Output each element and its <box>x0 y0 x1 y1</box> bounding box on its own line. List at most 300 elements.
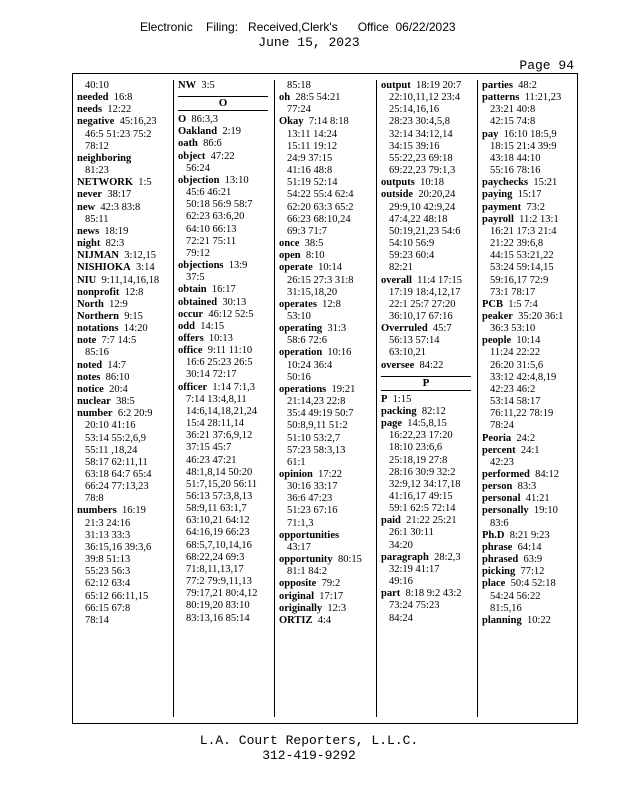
index-entry <box>381 299 477 311</box>
page-line-refs: 55:16 78:16 <box>490 165 541 177</box>
index-entry <box>482 445 579 457</box>
index-entry <box>77 542 173 554</box>
index-entry <box>482 408 579 420</box>
index-term: place <box>482 578 506 590</box>
page-line-refs: 12:9 <box>109 298 128 310</box>
page-line-refs: 56:13 57:14 <box>389 335 440 347</box>
page-line-refs: 58:9,11 63:1,7 <box>186 503 247 515</box>
index-entry <box>178 80 274 92</box>
index-entry <box>482 214 579 226</box>
index-term: part <box>381 588 401 600</box>
index-entry <box>178 527 274 539</box>
page-line-refs: 35:4 49:19 50:7 <box>287 408 354 420</box>
page-line-refs: 36:6 47:23 <box>287 493 333 505</box>
index-entry <box>178 600 274 612</box>
index-term: parties <box>482 80 513 91</box>
page-line-refs: 54:22 55:4 62:4 <box>287 189 354 201</box>
page-line-refs: 30:13 <box>222 296 247 308</box>
page-line-refs: 34:15 39:16 <box>389 140 440 152</box>
index-frame <box>72 73 578 724</box>
index-term: NISHIOKA <box>77 262 131 274</box>
page-line-refs: 42:15 74:8 <box>490 116 536 128</box>
section-letter: O <box>178 96 268 111</box>
index-entry <box>381 347 477 359</box>
page-line-refs: 12:8 <box>124 286 144 298</box>
index-entry <box>279 104 376 116</box>
index-entry <box>279 177 376 189</box>
index-term: new <box>77 201 96 213</box>
index-entry <box>178 321 274 333</box>
index-term: objections <box>178 260 224 272</box>
page-line-refs: 38:5 <box>116 396 135 408</box>
page-line-refs: 36:3 53:10 <box>490 323 536 335</box>
page-line-refs: 24:9 37:15 <box>287 152 333 164</box>
index-entry <box>279 250 376 262</box>
index-column-3 <box>274 80 376 717</box>
page-line-refs: 85:16 <box>85 347 109 359</box>
page-line-refs: 50:19,21,23 54:6 <box>389 225 461 237</box>
index-term: payment <box>482 201 522 213</box>
index-entry <box>482 153 579 165</box>
index-entry <box>279 518 376 530</box>
page-line-refs: 10:22 <box>526 614 551 626</box>
index-entry <box>178 406 274 418</box>
page-line-refs: 36:15,16 39:3,6 <box>85 541 152 553</box>
index-entry <box>279 566 376 578</box>
index-term: paychecks <box>482 177 529 189</box>
index-entry <box>178 199 274 211</box>
index-entry <box>178 284 274 296</box>
index-entry <box>381 527 477 539</box>
index-entry <box>178 224 274 236</box>
index-term: once <box>279 238 300 250</box>
index-entry <box>279 408 376 420</box>
page-line-refs: 55:23 56:3 <box>85 566 131 578</box>
index-entry <box>482 116 579 128</box>
page-line-refs: 17:22 <box>318 469 343 480</box>
transcript-date: June 15, 2023 <box>258 35 360 50</box>
index-term: needs <box>77 104 103 116</box>
index-term: Okay <box>279 116 304 128</box>
page-line-refs: 53:10 <box>287 310 311 322</box>
index-entry <box>482 129 579 141</box>
index-term: personal <box>482 493 521 505</box>
index-entry <box>482 481 579 493</box>
page-line-refs: 20:4 <box>109 383 128 395</box>
index-entry <box>482 335 579 347</box>
index-term: opinion <box>279 469 313 480</box>
index-entry <box>178 418 274 430</box>
index-entry <box>279 578 376 590</box>
index-term: payroll <box>482 213 514 225</box>
page-line-refs: 20:10 41:16 <box>85 420 136 432</box>
index-entry <box>178 455 274 467</box>
index-entry <box>279 238 376 250</box>
index-term: NW <box>178 80 197 91</box>
page-line-refs: 25:14,16,16 <box>389 104 440 116</box>
page-line-refs: 17:19 18:4,12,17 <box>389 286 461 298</box>
page-line-refs: 66:23 68:10,24 <box>287 213 351 225</box>
index-entry <box>482 505 579 517</box>
page-line-refs: 58:6 72:6 <box>287 335 327 347</box>
page-line-refs: 62:20 63:3 65:2 <box>287 201 354 213</box>
index-entry <box>279 311 376 323</box>
page-line-refs: 10:18 <box>420 177 445 189</box>
index-term: numbers <box>77 505 117 517</box>
index-entry <box>178 382 274 394</box>
index-entry <box>482 493 579 505</box>
index-entry <box>178 248 274 260</box>
index-term: North <box>77 298 104 310</box>
index-entry <box>178 540 274 552</box>
index-entry <box>381 116 477 128</box>
index-entry <box>279 262 376 274</box>
page-line-refs: 19:10 <box>533 505 558 517</box>
index-entry <box>77 323 173 335</box>
page-line-refs: 26:1 30:11 <box>389 527 434 539</box>
index-entry <box>178 503 274 515</box>
index-entry <box>279 591 376 603</box>
page-line-refs: 59:1 62:5 72:14 <box>389 503 456 515</box>
index-term: notice <box>77 383 104 395</box>
page-line-refs: 14:6,14,18,21,24 <box>186 405 258 417</box>
index-entry <box>482 311 579 323</box>
page-line-refs: 63:18 64:7 65:4 <box>85 469 152 480</box>
index-term: office <box>178 345 203 357</box>
index-entry <box>279 335 376 347</box>
index-entry <box>77 238 173 250</box>
page-line-refs: 14:15 <box>200 320 225 332</box>
page-line-refs: 22:10,11,12 23:4 <box>389 92 461 104</box>
index-entry <box>381 430 477 442</box>
index-entry <box>381 287 477 299</box>
index-entry <box>77 299 173 311</box>
page-line-refs: 14:5,8,15 <box>407 418 447 430</box>
index-entry <box>482 226 579 238</box>
page-line-refs: 71:1,3 <box>287 517 314 529</box>
page-line-refs: 50:4 52:18 <box>510 578 556 590</box>
index-entry <box>178 297 274 309</box>
index-entry <box>482 554 579 566</box>
page-line-refs: 63:9 <box>523 554 543 566</box>
index-term: pay <box>482 128 499 140</box>
index-entry <box>381 129 477 141</box>
page-line-refs: 53:14 55:2,6,9 <box>85 432 146 444</box>
index-entry <box>77 250 173 262</box>
page-line-refs: 83:6 <box>490 517 509 529</box>
index-term: paying <box>482 189 513 201</box>
index-entry <box>381 80 477 92</box>
page-line-refs: 10:24 36:4 <box>287 359 333 371</box>
index-entry <box>482 384 579 396</box>
index-entry <box>482 202 579 214</box>
index-entry <box>178 175 274 187</box>
index-entry <box>77 287 173 299</box>
index-term: objection <box>178 174 220 186</box>
index-entry <box>279 505 376 517</box>
page-line-refs: 8:10 <box>305 250 325 262</box>
page-line-refs: 76:11,22 78:19 <box>490 408 554 420</box>
page-line-refs: 29:9,10 42:9,24 <box>389 201 456 213</box>
index-term: operate <box>279 262 313 274</box>
index-term: Northern <box>77 310 119 322</box>
page-line-refs: 32:14 34:12,14 <box>389 128 453 140</box>
index-term: outputs <box>381 177 415 189</box>
page-line-refs: 51:7,15,20 56:11 <box>186 478 258 490</box>
index-entry <box>77 505 173 517</box>
page-number: Page 94 <box>519 58 574 73</box>
index-entry <box>482 275 579 287</box>
index-entry <box>77 615 173 627</box>
index-entry <box>381 613 477 625</box>
page-line-refs: 77:12 <box>520 566 545 578</box>
index-term: negative <box>77 116 115 128</box>
page-line-refs: 26:20 31:5,6 <box>490 359 544 371</box>
index-term: notes <box>77 371 101 383</box>
index-entry <box>178 442 274 454</box>
index-entry <box>279 80 376 92</box>
index-entry <box>482 80 579 92</box>
index-entry <box>178 163 274 175</box>
page-line-refs: 79:12 <box>186 247 210 259</box>
index-term: performed <box>482 469 530 480</box>
page-line-refs: 1:5 <box>138 177 152 189</box>
index-entry <box>77 335 173 347</box>
page-line-refs: 50:18 56:9 58:7 <box>186 199 253 211</box>
page-line-refs: 28:5 54:21 <box>295 92 341 104</box>
index-entry <box>279 554 376 566</box>
page-line-refs: 21:3 24:16 <box>85 517 131 529</box>
page-line-refs: 7:14 13:4,8,11 <box>186 393 247 405</box>
index-entry <box>279 530 376 542</box>
page-line-refs: 45:7 <box>432 323 452 335</box>
index-entry <box>482 591 579 603</box>
page-line-refs: 16:10 18:5,9 <box>503 128 557 140</box>
index-entry <box>279 226 376 238</box>
page-line-refs: 42:23 <box>490 456 514 468</box>
page-line-refs: 73:2 <box>526 201 546 213</box>
index-entry <box>482 141 579 153</box>
page-line-refs: 11:2 13:1 <box>519 213 559 225</box>
index-term: object <box>178 150 206 162</box>
index-entry <box>482 238 579 250</box>
index-entry <box>77 469 173 481</box>
index-term: people <box>482 335 512 347</box>
index-entry <box>178 211 274 223</box>
index-entry <box>77 554 173 566</box>
page-line-refs: 45:6 46:21 <box>186 187 232 199</box>
index-entry <box>381 455 477 467</box>
index-term: nuclear <box>77 396 111 408</box>
page-line-refs: 64:14 <box>517 541 542 553</box>
page-line-refs: 41:21 <box>525 493 550 505</box>
page-line-refs: 14:7 <box>107 359 127 371</box>
index-term: packing <box>381 405 417 417</box>
index-entry <box>482 433 579 445</box>
index-entry <box>279 469 376 481</box>
page-line-refs: 81:23 <box>85 165 109 177</box>
page-line-refs: 57:23 58:3,13 <box>287 444 346 456</box>
page-line-refs: 10:16 <box>327 347 352 359</box>
page-line-refs: 31:3 <box>327 323 347 335</box>
index-entry <box>381 503 477 515</box>
page-line-refs: 38:17 <box>107 189 132 201</box>
index-entry <box>381 600 477 612</box>
page-line-refs: 15:21 <box>533 177 558 189</box>
index-column-1 <box>73 80 173 717</box>
index-entry <box>77 202 173 214</box>
page-line-refs: 78:8 <box>85 493 104 505</box>
page-line-refs: 68:5,7,10,14,16 <box>186 539 252 551</box>
page-line-refs: 9:15 <box>124 310 143 322</box>
page-line-refs: 63:10,21 <box>389 347 427 359</box>
page-line-refs: 83:13,16 85:14 <box>186 612 250 624</box>
index-term: phrase <box>482 541 513 553</box>
page-line-refs: 43:18 44:10 <box>490 152 541 164</box>
index-entry <box>381 394 477 406</box>
index-term: oath <box>178 138 198 150</box>
index-entry <box>279 396 376 408</box>
index-term: patterns <box>482 92 520 104</box>
index-term: NETWORK <box>77 177 134 189</box>
index-term: original <box>279 590 315 602</box>
index-entry <box>178 138 274 150</box>
index-entry <box>279 189 376 201</box>
index-term: paragraph <box>381 551 429 563</box>
index-entry <box>77 80 173 92</box>
page-line-refs: 8:18 9:2 43:2 <box>405 588 462 600</box>
index-term: personally <box>482 505 529 517</box>
page-line-refs: 51:10 53:2,7 <box>287 432 341 444</box>
index-entry <box>178 552 274 564</box>
page-line-refs: 80:15 <box>337 554 362 566</box>
page-line-refs: 59:23 60:4 <box>389 250 435 262</box>
index-term: operates <box>279 298 317 310</box>
index-entry <box>482 323 579 335</box>
index-term: outside <box>381 189 414 201</box>
index-entry <box>482 530 579 542</box>
page-line-refs: 46:23 47:21 <box>186 454 237 466</box>
index-term: occur <box>178 308 204 320</box>
index-term: NIJMAN <box>77 250 119 262</box>
index-entry <box>482 542 579 554</box>
index-term: originally <box>279 602 323 614</box>
index-entry <box>77 165 173 177</box>
page-line-refs: 82:3 <box>105 238 125 250</box>
index-entry <box>279 129 376 141</box>
page-line-refs: 32:19 41:17 <box>389 563 440 575</box>
page-line-refs: 17:17 <box>319 590 344 602</box>
index-entry <box>381 406 477 418</box>
index-term: oh <box>279 92 291 104</box>
index-term: page <box>381 418 402 430</box>
page-line-refs: 86:10 <box>105 371 130 383</box>
index-term: planning <box>482 614 522 626</box>
index-term: notations <box>77 323 119 335</box>
index-entry <box>77 92 173 104</box>
index-entry <box>279 433 376 445</box>
page-line-refs: 30:14 72:17 <box>186 369 237 381</box>
index-entry <box>381 189 477 201</box>
page-line-refs: 35:20 36:1 <box>518 310 564 322</box>
index-entry <box>381 335 477 347</box>
page-line-refs: 30:16 33:17 <box>287 481 338 493</box>
page-line-refs: 28:16 30:9 32:2 <box>389 466 456 478</box>
index-term: person <box>482 481 513 493</box>
index-entry <box>381 564 477 576</box>
page-line-refs: 21:22 39:6,8 <box>490 238 544 250</box>
index-entry <box>482 189 579 201</box>
page-line-refs: 8:21 9:23 <box>509 529 550 541</box>
index-term: news <box>77 225 100 237</box>
page-line-refs: 36:21 37:6,9,12 <box>186 430 253 442</box>
page-line-refs: 47:4,22 48:18 <box>389 213 448 225</box>
index-entry <box>381 226 477 238</box>
index-entry <box>178 491 274 503</box>
index-term: opportunities <box>279 529 340 541</box>
page-line-refs: 86:6 <box>203 138 222 150</box>
index-entry <box>77 311 173 323</box>
index-entry <box>482 177 579 189</box>
page-line-refs: 84:22 <box>419 359 444 371</box>
page-line-refs: 79:17,21 80:4,12 <box>186 588 258 600</box>
page-line-refs: 54:10 56:9 <box>389 238 435 250</box>
index-entry <box>279 165 376 177</box>
index-entry <box>178 467 274 479</box>
index-entry <box>482 92 579 104</box>
index-entry <box>381 202 477 214</box>
page-line-refs: 50:16 <box>287 371 311 383</box>
index-entry <box>381 491 477 503</box>
page-line-refs: 82:21 <box>389 262 413 274</box>
index-entry <box>77 408 173 420</box>
page-line-refs: 68:22,24 69:3 <box>186 551 245 563</box>
index-term: P <box>381 393 388 405</box>
page-line-refs: 54:24 56:22 <box>490 590 541 602</box>
index-term: odd <box>178 320 195 332</box>
index-term: overall <box>381 274 412 286</box>
page-line-refs: 64:16,19 66:23 <box>186 527 250 539</box>
index-entry <box>381 479 477 491</box>
page-line-refs: 69:3 71:7 <box>287 225 327 237</box>
index-entry <box>77 177 173 189</box>
index-entry <box>178 236 274 248</box>
page-line-refs: 66:15 67:8 <box>85 602 131 614</box>
index-entry <box>77 372 173 384</box>
index-entry <box>77 493 173 505</box>
index-entry <box>381 442 477 454</box>
index-entry <box>482 104 579 116</box>
index-entry <box>482 165 579 177</box>
index-entry <box>279 275 376 287</box>
index-entry <box>279 384 376 396</box>
index-term: oversee <box>381 359 415 371</box>
index-term: ORTIZ <box>279 614 313 626</box>
index-entry <box>178 187 274 199</box>
index-entry <box>482 603 579 615</box>
index-term: percent <box>482 444 516 456</box>
page-line-refs: 84:12 <box>535 469 559 480</box>
page-line-refs: 78:14 <box>85 614 109 626</box>
page-line-refs: 73:1 78:17 <box>490 286 536 298</box>
index-entry <box>279 141 376 153</box>
page-line-refs: 31:15,18,20 <box>287 286 338 298</box>
page-line-refs: 42:3 83:8 <box>100 201 141 213</box>
filing-stamp: Electronic Filing: Received,Clerk's Office 06/22/2023 <box>140 20 456 34</box>
index-entry <box>77 445 173 457</box>
index-entry <box>77 518 173 530</box>
page-line-refs: 81:5,16 <box>490 602 522 614</box>
